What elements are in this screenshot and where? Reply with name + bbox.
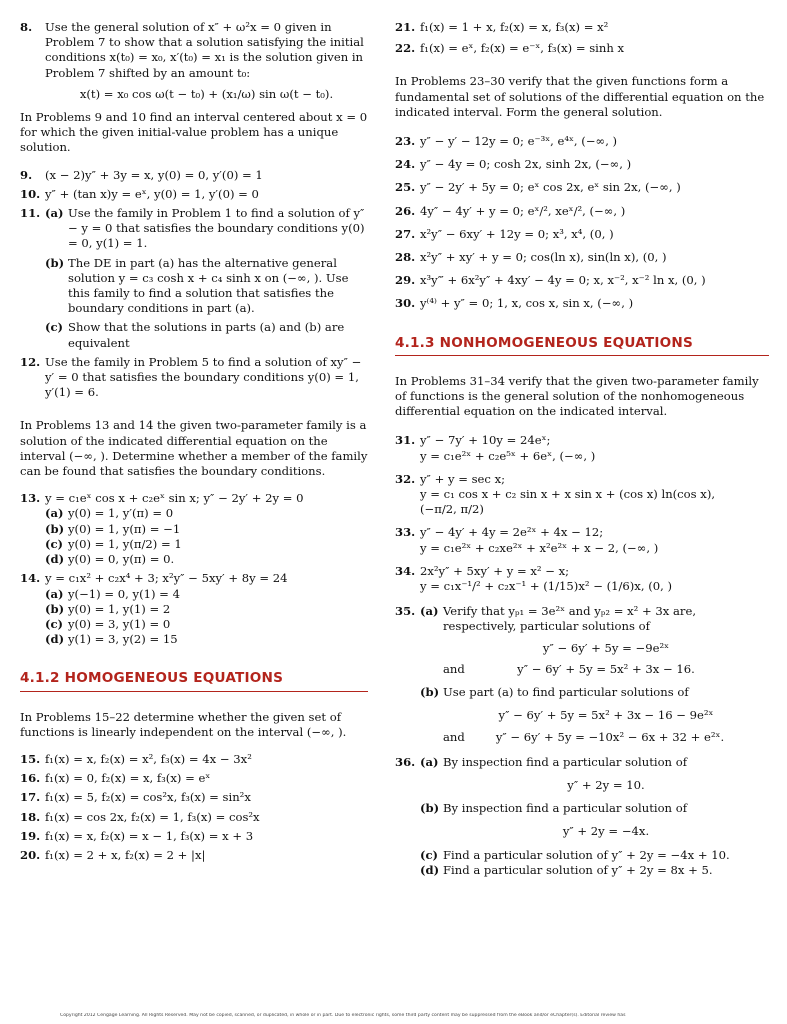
problem-solution: y = c₁e²ˣ + c₂xe²ˣ + x²e²ˣ + x − 2, (−∞, ) [420, 540, 659, 555]
part-label: (a) [420, 604, 439, 619]
right-column [395, 20, 769, 878]
problem-23 [395, 134, 769, 149]
instructions-15-22: In Problems 15–22 determine whether the given set of functions is linearly independent on the interval (−∞, ). [20, 709, 347, 739]
problem-text: (x − 2)y″ + 3y = x, y(0) = 0, y′(0) = 1 [45, 167, 263, 182]
problem-text: y⁽⁴⁾ + y″ = 0; 1, x, cos x, sin x, (−∞, ) [420, 296, 634, 311]
part-text: Use part (a) to find particular solutions of [443, 685, 689, 700]
part-label: (b) [45, 601, 65, 616]
problem-number: 15. [20, 751, 41, 766]
and-word: and [443, 729, 465, 744]
part-label: (d) [45, 552, 65, 567]
part-label: (b) [45, 521, 65, 536]
part-label: (b) [420, 685, 440, 700]
problem-18 [20, 810, 368, 825]
section-heading-homogeneous: 4.1.2 HOMOGENEOUS EQUATIONS [20, 671, 368, 691]
problem-30 [395, 296, 769, 311]
problem-number: 10. [20, 186, 41, 201]
problem-10 [20, 187, 368, 202]
problem-11-part-b [45, 256, 368, 317]
problem-36-part-b [420, 801, 769, 839]
problem-text: f₁(x) = x, f₂(x) = x², f₃(x) = 4x − 3x² [45, 751, 252, 766]
problem-32 [395, 472, 769, 518]
display-equation: y″ + 2y = 10. [567, 777, 645, 792]
instructions-13-14: In Problems 13 and 14 the given two-parameter family is a solution of the indicated differential equation on the interval (−∞, ). Determine whether a member of the family can be found that satisfies the boundary conditions. [20, 418, 368, 479]
part-label: (a) [45, 206, 64, 221]
problem-number: 29. [395, 273, 416, 288]
problem-36-part-d [420, 863, 769, 878]
part-text: y(0) = 1, y′(π) = 0 [68, 506, 174, 521]
problem-text: 4y″ − 4y′ + y = 0; eˣ/², xeˣ/², (−∞, ) [420, 203, 626, 218]
problem-text: x³y‴ + 6x²y″ + 4xy′ − 4y = 0; x, x⁻², x⁻² ln x, (0, ) [420, 273, 706, 288]
problem-number: 9. [20, 167, 33, 182]
problem-text: f₁(x) = cos 2x, f₂(x) = 1, f₃(x) = cos²x [45, 809, 260, 824]
part-text: y(0) = 0, y(π) = 0. [68, 552, 175, 567]
part-text: By inspection find a particular solution of [443, 801, 687, 816]
problem-21 [395, 20, 769, 35]
instructions-31-34: In Problems 31–34 verify that the given two-parameter family of functions is the general solution of the nonhomogeneous differential equation on the indicated interval. [395, 373, 759, 419]
part [45, 632, 368, 647]
problem-28 [395, 250, 769, 265]
problem-number: 35. [395, 604, 416, 619]
part-text: y(0) = 1, y(π) = −1 [68, 521, 181, 536]
part-text: By inspection find a particular solution of [443, 754, 687, 769]
problem-text: x²y″ + xy′ + y = 0; cos(ln x), sin(ln x), (0, ) [420, 250, 667, 265]
part-label: (c) [420, 847, 439, 862]
part [45, 552, 368, 567]
problem-35-part-a [420, 604, 769, 677]
part-text: Find a particular solution of y″ + 2y = 8x + 5. [443, 862, 713, 877]
part-label: (a) [45, 586, 64, 601]
problem-text: x²y″ − 6xy′ + 12y = 0; x³, x⁴, (0, ) [420, 226, 614, 241]
problem-12 [20, 355, 368, 401]
problem-number: 19. [20, 828, 41, 843]
part [45, 587, 368, 602]
problem-solution: y = c₁ cos x + c₂ sin x + x sin x + (cos x) ln(cos x), [420, 487, 716, 502]
problem-text: f₁(x) = 1 + x, f₂(x) = x, f₃(x) = x² [420, 20, 609, 34]
instructions-9-10: In Problems 9 and 10 find an interval centered about x = 0 for which the given initial-value problem has a unique solution. [20, 110, 368, 155]
part-label: (b) [420, 801, 440, 816]
problem-26 [395, 204, 769, 219]
problem-number: 14. [20, 571, 41, 586]
problem-text: y″ − 4y = 0; cosh 2x, sinh 2x, (−∞, ) [420, 157, 632, 172]
part-label: (c) [45, 320, 64, 335]
part-label: (d) [420, 862, 440, 877]
problem-22 [395, 41, 769, 56]
problem-text: f₁(x) = x, f₂(x) = x − 1, f₃(x) = x + 3 [45, 828, 254, 843]
display-equation-row [443, 730, 769, 745]
problem-equation: 2x²y″ + 5xy′ + y = x² − x; [420, 563, 570, 578]
and-word: and [443, 661, 465, 676]
problem-text: f₁(x) = 2 + x, f₂(x) = 2 + |x| [45, 847, 206, 862]
problem-text: Use the family in Problem 5 to find a solution of xy″ − y′ = 0 that satisfies the boundary conditions y(0) = 1, y′(1) = 6. [45, 354, 362, 400]
problem-number: 21. [395, 20, 416, 34]
problem-solution: y = c₁x⁻¹/² + c₂x⁻¹ + (1/15)x² − (1/6)x, (0, ) [420, 579, 673, 594]
problem-11-part-a [45, 206, 368, 252]
problem-number: 33. [395, 525, 416, 540]
problem-17 [20, 790, 368, 805]
copyright-notice: Copyright 2012 Cengage Learning. All Rights Reserved. May not be copied, scanned, or duplicated, in whole or in part. Due to electronic rights, some third party content may be suppressed from the eBook and/or eChapter(s). Editorial review has [60, 1013, 626, 1018]
problem-25 [395, 180, 769, 195]
part-text: Show that the solutions in parts (a) and (b) are equivalent [68, 320, 345, 350]
problem-33 [395, 525, 769, 555]
part-label: (a) [420, 754, 439, 769]
problem-text: y″ + (tan x)y = eˣ, y(0) = 1, y′(0) = 0 [45, 186, 259, 201]
problem-31 [395, 433, 769, 463]
problem-35-part-b [420, 685, 769, 745]
problem-number: 30. [395, 296, 416, 311]
problem-15 [20, 752, 368, 767]
problem-text: f₁(x) = eˣ, f₂(x) = e⁻ˣ, f₃(x) = sinh x [420, 41, 625, 56]
part-text: Verify that yₚ₁ = 3e²ˣ and yₚ₂ = x² + 3x are, respectively, particular solutions of [443, 604, 697, 634]
problem-8 [20, 20, 368, 102]
part [45, 522, 368, 537]
problem-35 [395, 604, 769, 744]
problem-number: 24. [395, 157, 416, 172]
problem-number: 32. [395, 471, 416, 486]
left-column [20, 20, 368, 863]
problem-number: 18. [20, 809, 41, 824]
problem-equation: y″ − 4y′ + 4y = 2e²ˣ + 4x − 12; [420, 525, 604, 540]
problem-number: 31. [395, 433, 416, 448]
problem-number: 27. [395, 226, 416, 241]
display-equation: y″ − 6y′ + 5y = −9e²ˣ [542, 640, 670, 655]
problem-equation: y″ + y = sec x; [420, 471, 506, 486]
section-heading-nonhomogeneous: 4.1.3 NONHOMOGENEOUS EQUATIONS [395, 336, 769, 356]
part-text: y(0) = 3, y(1) = 0 [68, 616, 171, 631]
problem-equation: y″ − 7y′ + 10y = 24eˣ; [420, 433, 551, 448]
display-equation-row [443, 662, 769, 677]
part-text: y(1) = 3, y(2) = 15 [68, 632, 178, 647]
problem-number: 8. [20, 20, 33, 34]
problem-19 [20, 829, 368, 844]
problem-36-part-a [420, 755, 769, 793]
instructions-23-30: In Problems 23–30 verify that the given functions form a fundamental set of solutions of the differential equation on the indicated interval. Form the general solution. [395, 74, 765, 119]
problem-text: y = c₁x² + c₂x⁴ + 3; x²y″ − 5xy′ + 8y = 24 [45, 571, 288, 586]
part-text: The DE in part (a) has the alternative general solution y = c₃ cosh x + c₄ sinh x on (−∞, ). Use this family to find a solution that satisfies the boundary conditions in part (a). [68, 255, 349, 316]
problem-number: 28. [395, 250, 416, 265]
problem-number: 36. [395, 754, 416, 769]
problem-24 [395, 157, 769, 172]
problem-number: 12. [20, 354, 41, 369]
display-equation: y″ − 6y′ + 5y = 5x² + 3x − 16 − 9e²ˣ [498, 708, 714, 723]
part-text: y(−1) = 0, y(1) = 4 [68, 586, 180, 601]
problem-number: 23. [395, 134, 416, 149]
display-equation: y″ − 6y′ + 5y = 5x² + 3x − 16. [517, 661, 695, 676]
part-text: Find a particular solution of y″ + 2y = −4x + 10. [443, 847, 730, 862]
problem-text: Use the general solution of x″ + ω²x = 0 given in Problem 7 to show that a solution satisfying the initial conditions x(t₀) = x₀, x′(t₀) = x₁ is the solution given in Problem 7 shifted by an amount t₀: [45, 20, 364, 80]
part-text: y(0) = 1, y(1) = 2 [68, 601, 171, 616]
problem-text: f₁(x) = 5, f₂(x) = cos²x, f₃(x) = sin²x [45, 790, 251, 805]
problem-9 [20, 168, 368, 183]
problem-11-part-c [45, 320, 368, 350]
display-equation: y″ − 6y′ + 5y = −10x² − 6x + 32 + e²ˣ. [495, 729, 725, 744]
display-equation: y″ + 2y = −4x. [562, 824, 650, 839]
problem-29 [395, 273, 769, 288]
problem-number: 34. [395, 563, 416, 578]
problem-number: 25. [395, 180, 416, 195]
problem-number: 13. [20, 491, 41, 506]
problem-number: 26. [395, 203, 416, 218]
part [45, 602, 368, 617]
problem-36 [395, 755, 769, 878]
problem-number: 22. [395, 41, 416, 56]
problem-number: 17. [20, 790, 41, 805]
problem-27 [395, 227, 769, 242]
problem-20 [20, 848, 368, 863]
problem-number: 11. [20, 206, 41, 221]
problem-16 [20, 771, 368, 786]
problem-34 [395, 564, 769, 594]
part [45, 617, 368, 632]
problem-formula: x(t) = x₀ cos ω(t − t₀) + (x₁/ω) sin ω(t − t₀). [79, 86, 334, 101]
part-label: (d) [45, 632, 65, 647]
problem-text: y″ − 2y′ + 5y = 0; eˣ cos 2x, eˣ sin 2x, (−∞, ) [420, 180, 681, 195]
part [45, 506, 368, 521]
problem-13 [20, 491, 368, 567]
problem-text: y = c₁eˣ cos x + c₂eˣ sin x; y″ − 2y′ + 2y = 0 [45, 491, 304, 506]
problem-36-part-c [420, 848, 769, 863]
problem-number: 16. [20, 771, 41, 786]
part-text: y(0) = 1, y(π/2) = 1 [68, 536, 182, 551]
part-label: (c) [45, 536, 64, 551]
part-label: (b) [45, 255, 65, 270]
problem-11 [20, 206, 368, 351]
problem-14 [20, 571, 368, 647]
part-label: (a) [45, 506, 64, 521]
problem-solution: y = c₁e²ˣ + c₂e⁵ˣ + 6eˣ, (−∞, ) [420, 448, 596, 463]
problem-text: y″ − y′ − 12y = 0; e⁻³ˣ, e⁴ˣ, (−∞, ) [420, 134, 618, 149]
part [45, 537, 368, 552]
problem-text: f₁(x) = 0, f₂(x) = x, f₃(x) = eˣ [45, 771, 211, 786]
part-label: (c) [45, 616, 64, 631]
part-text: Use the family in Problem 1 to find a solution of y″ − y = 0 that satisfies the boundary conditions y(0) = 0, y(1) = 1. [68, 206, 365, 251]
problem-number: 20. [20, 847, 41, 862]
problem-interval: (−π/2, π/2) [420, 502, 484, 517]
